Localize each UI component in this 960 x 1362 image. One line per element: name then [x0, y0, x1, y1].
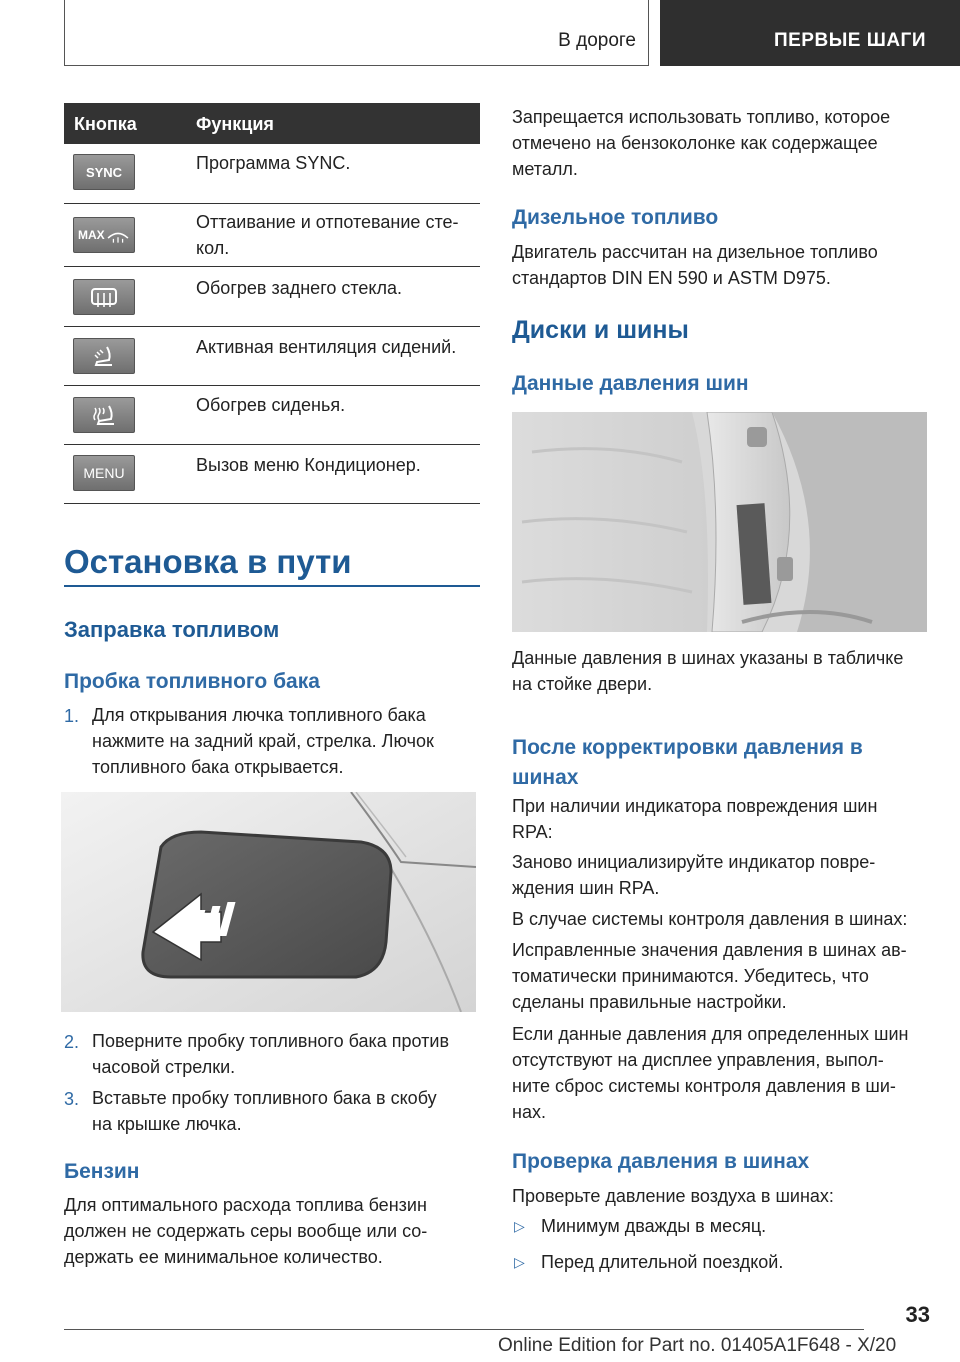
table-row	[64, 267, 480, 327]
bullet-triangle-icon: ▷	[514, 1218, 525, 1234]
subsection-heading: Заправка топливом	[64, 617, 280, 642]
step-number: 1.	[64, 706, 80, 726]
step-text: Для открывания лючка топливного бака нажмите на задний край, стрелка. Лючок топливного бака открывается.	[92, 705, 434, 777]
table-header	[64, 103, 480, 144]
bullet-item: Перед длительной поездкой.	[541, 1252, 784, 1272]
sync-button-icon: SYNC	[73, 154, 135, 190]
row-text: Оттаивание и отпотевание сте-кол.	[196, 212, 459, 258]
max-defrost-button-icon: MAX	[73, 217, 135, 253]
step-number: 3.	[64, 1089, 80, 1109]
chapter-tab	[660, 0, 960, 66]
button-function-table	[64, 103, 480, 504]
topic-heading: После корректировки давления в шинах	[512, 736, 863, 789]
paragraph: Для оптимального расхода топлива бензин должен не содержать серы вообще или со- держать ее минимальное количество.	[64, 1195, 428, 1267]
col-button-header: Кнопка	[74, 114, 137, 134]
paragraph: Заново инициализируйте индикатор повре- ждения шин RPA.	[512, 852, 876, 898]
row-text: Активная вентиляция сидений.	[196, 337, 457, 357]
topic-heading: Пробка топливного бака	[64, 670, 320, 693]
paragraph: При наличии индикатора повреждения шин RPA:	[512, 796, 878, 842]
edition-note: Online Edition for Part no. 01405A1F648 - X/20	[498, 1335, 897, 1356]
paragraph: Если данные давления для определенных шин отсутствуют на дисплее управления, выпол- ните сброс системы контроля давления в ши- нах.	[512, 1024, 909, 1122]
fuel-flap-image	[61, 792, 476, 1012]
table-row	[64, 327, 480, 386]
table-row	[64, 445, 480, 504]
section-tab	[64, 0, 649, 66]
paragraph: В случае системы контроля давления в шинах:	[512, 909, 908, 929]
topic-heading: Бензин	[64, 1160, 140, 1183]
bullet-item: Минимум дважды в месяц.	[541, 1216, 767, 1236]
row-text: Обогрев сиденья.	[196, 395, 346, 415]
page-number: 33	[905, 1302, 930, 1327]
chapter-title: ПЕРВЫЕ ШАГИ	[773, 30, 926, 51]
topic-heading: Данные давления шин	[512, 372, 749, 395]
bullet-triangle-icon: ▷	[514, 1254, 525, 1270]
rear-window-heating-icon	[73, 279, 135, 315]
heading-divider	[64, 585, 480, 587]
paragraph: Исправленные значения давления в шинах ав- томатически принимаются. Убедитесь, что сделаны правильные настройки.	[512, 940, 907, 1012]
page-header	[0, 0, 960, 66]
subsection-heading: Диски и шины	[512, 316, 689, 344]
menu-button-icon: MENU	[73, 455, 135, 491]
col-function-header: Функция	[196, 114, 274, 134]
row-text: Вызов меню Кондиционер.	[196, 455, 421, 475]
section-heading: Остановка в пути	[64, 543, 352, 580]
image-caption: Данные давления в шинах указаны в табличке на стойке двери.	[512, 648, 904, 694]
step-number: 2.	[64, 1032, 80, 1052]
table-row	[64, 144, 480, 204]
seat-ventilation-icon	[73, 338, 135, 374]
paragraph: Проверьте давление воздуха в шинах:	[512, 1186, 834, 1206]
section-title: В дороге	[558, 30, 636, 51]
topic-heading: Дизельное топливо	[512, 206, 719, 229]
topic-heading: Проверка давления в шинах	[512, 1150, 810, 1173]
paragraph: Двигатель рассчитан на дизельное топливо стандартов DIN EN 590 и ASTM D975.	[512, 242, 878, 288]
table-row	[64, 204, 480, 267]
seat-heating-icon	[73, 397, 135, 433]
step-text: Поверните пробку топливного бака против часовой стрелки.	[92, 1031, 450, 1077]
footer-divider	[64, 1329, 864, 1330]
step-text: Вставьте пробку топливного бака в скобу на крышке лючка.	[92, 1088, 437, 1134]
paragraph: Запрещается использовать топливо, которое отмечено на бензоколонке как содержащее металл.	[512, 107, 891, 179]
row-text: Обогрев заднего стекла.	[196, 278, 403, 298]
row-text: Программа SYNC.	[196, 153, 351, 173]
door-pillar-image	[512, 412, 927, 632]
table-row	[64, 386, 480, 445]
